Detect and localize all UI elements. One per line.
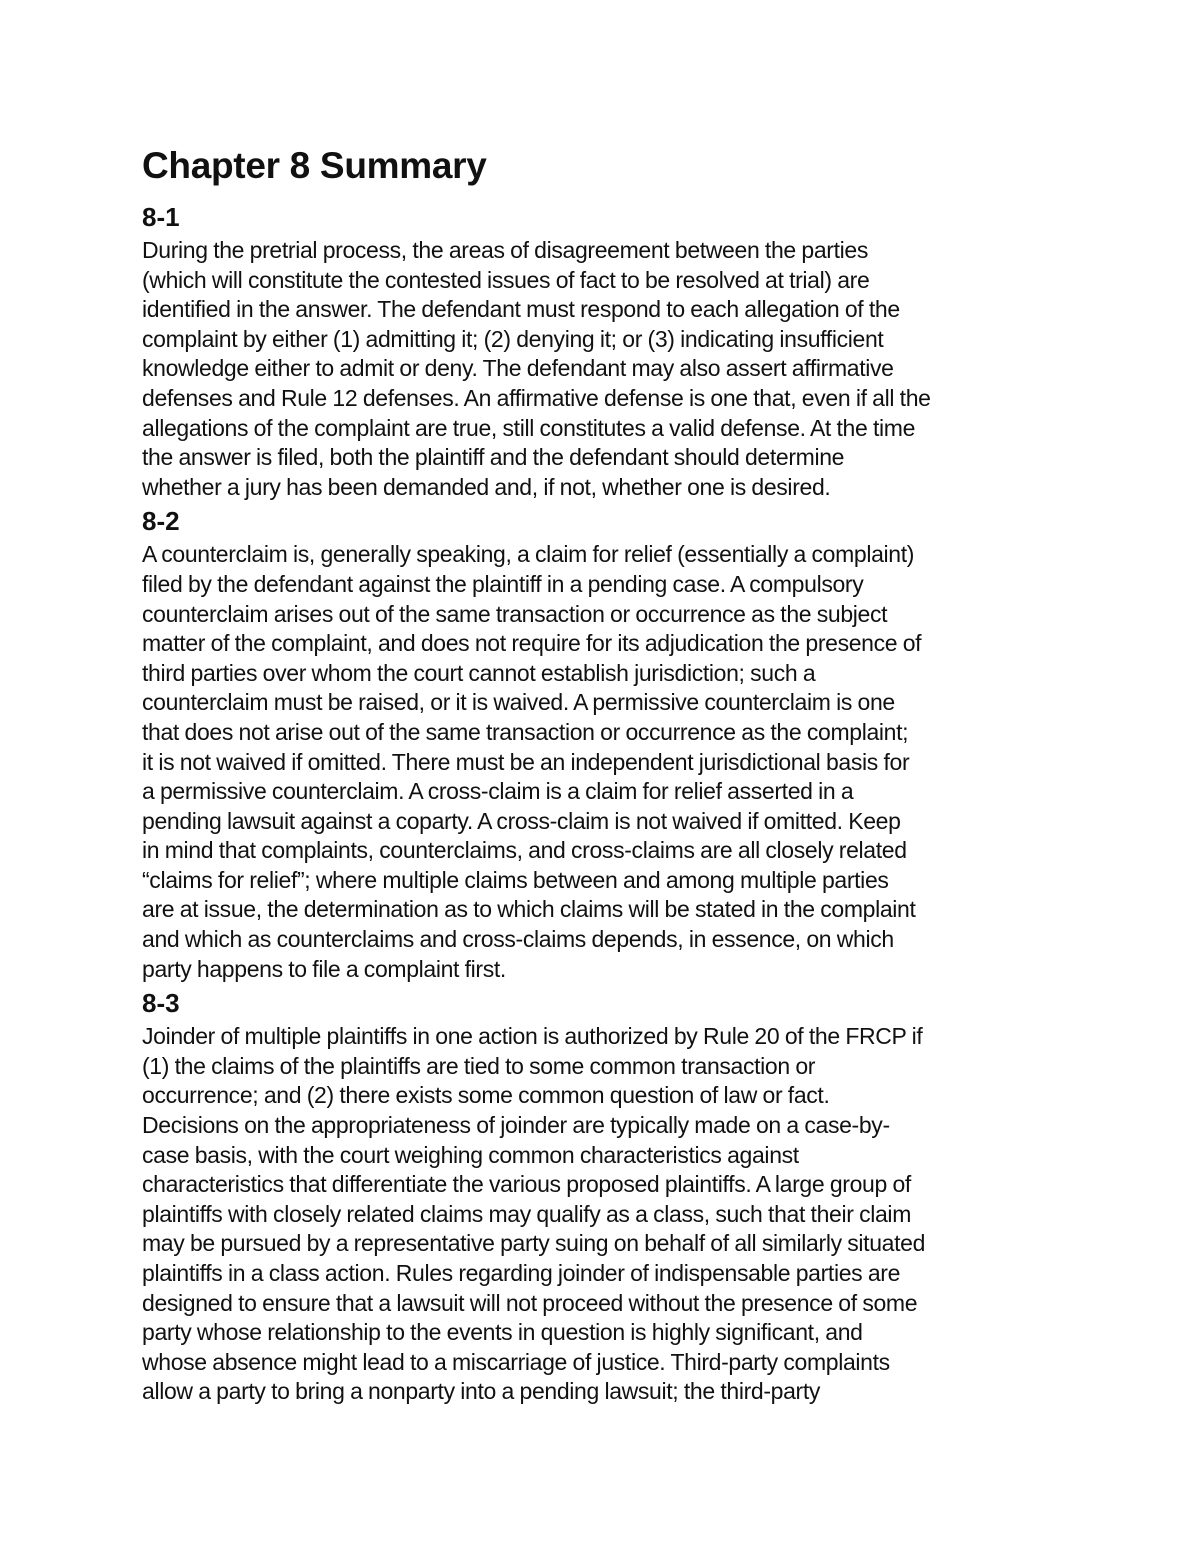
- text-line: the answer is filed, both the plaintiff and the defendant should determine: [142, 444, 845, 471]
- section-heading: 8-3: [142, 988, 180, 1019]
- text-line: may be pursued by a representative party suing on behalf of all similarly situated: [142, 1230, 926, 1257]
- text-line: that does not arise out of the same transaction or occurrence as the complaint;: [142, 718, 909, 745]
- sections-container: [142, 200, 1077, 1407]
- section-body: [142, 1022, 1077, 1407]
- text-line: identified in the answer. The defendant must respond to each allegation of the: [142, 296, 900, 323]
- text-line: “claims for relief”; where multiple claims between and among multiple parties: [142, 866, 889, 893]
- text-line: and which as counterclaims and cross-claims depends, in essence, on which: [142, 926, 894, 953]
- section-heading: 8-2: [142, 506, 180, 537]
- text-line: plaintiffs with closely related claims may qualify as a class, such that their claim: [142, 1200, 911, 1227]
- text-line: plaintiffs in a class action. Rules regarding joinder of indispensable parties are: [142, 1260, 901, 1286]
- text-line: complaint by either (1) admitting it; (2) denying it; or (3) indicating insufficient: [142, 325, 884, 352]
- text-line: A counterclaim is, generally speaking, a claim for relief (essentially a complaint): [142, 541, 915, 568]
- text-line: (1) the claims of the plaintiffs are tied to some common transaction or: [142, 1052, 816, 1079]
- text-line: occurrence; and (2) there exists some common question of law or fact.: [142, 1082, 830, 1109]
- text-line: filed by the defendant against the plaintiff in a pending case. A compulsory: [142, 570, 864, 597]
- text-line: Joinder of multiple plaintiffs in one action is authorized by Rule 20 of the FRCP if: [142, 1023, 923, 1050]
- text-line: knowledge either to admit or deny. The defendant may also assert affirmative: [142, 355, 894, 382]
- text-line: During the pretrial process, the areas of disagreement between the parties: [142, 237, 868, 263]
- text-line: whose absence might lead to a miscarriage of justice. Third-party complaints: [142, 1348, 890, 1375]
- text-line: case basis, with the court weighing common characteristics against: [142, 1141, 799, 1168]
- text-line: allegations of the complaint are true, still constitutes a valid defense. At the time: [142, 414, 916, 441]
- text-line: matter of the complaint, and does not require for its adjudication the presence of: [142, 630, 922, 657]
- text-line: characteristics that differentiate the various proposed plaintiffs. A large group of: [142, 1171, 911, 1198]
- text-line: it is not waived if omitted. There must be an independent jurisdictional basis for: [142, 748, 910, 775]
- text-line: defenses and Rule 12 defenses. An affirmative defense is one that, even if all the: [142, 384, 931, 411]
- section-body: [142, 236, 1077, 502]
- text-line: counterclaim arises out of the same transaction or occurrence as the subject: [142, 600, 888, 627]
- text-line: whether a jury has been demanded and, if not, whether one is desired.: [142, 473, 831, 500]
- section-body: [142, 540, 1077, 984]
- text-line: Decisions on the appropriateness of joinder are typically made on a case-by-: [142, 1112, 890, 1139]
- text-line: a permissive counterclaim. A cross-claim is a claim for relief asserted in a: [142, 778, 854, 805]
- text-line: counterclaim must be raised, or it is waived. A permissive counterclaim is one: [142, 689, 895, 716]
- text-line: third parties over whom the court cannot establish jurisdiction; such a: [142, 659, 816, 686]
- text-line: allow a party to bring a nonparty into a pending lawsuit; the third-party: [142, 1378, 821, 1405]
- section-heading: 8-1: [142, 202, 180, 232]
- chapter-title: Chapter 8 Summary: [142, 145, 487, 186]
- text-line: are at issue, the determination as to which claims will be stated in the complaint: [142, 896, 916, 923]
- text-line: pending lawsuit against a coparty. A cross-claim is not waived if omitted. Keep: [142, 807, 901, 834]
- text-line: designed to ensure that a lawsuit will not proceed without the presence of some: [142, 1289, 918, 1316]
- text-line: (which will constitute the contested issues of fact to be resolved at trial) are: [142, 266, 870, 293]
- text-line: in mind that complaints, counterclaims, and cross-claims are all closely related: [142, 837, 907, 864]
- document-page: [142, 142, 1077, 1409]
- text-line: party whose relationship to the events in question is highly significant, and: [142, 1319, 863, 1346]
- text-line: party happens to file a complaint first.: [142, 955, 506, 982]
